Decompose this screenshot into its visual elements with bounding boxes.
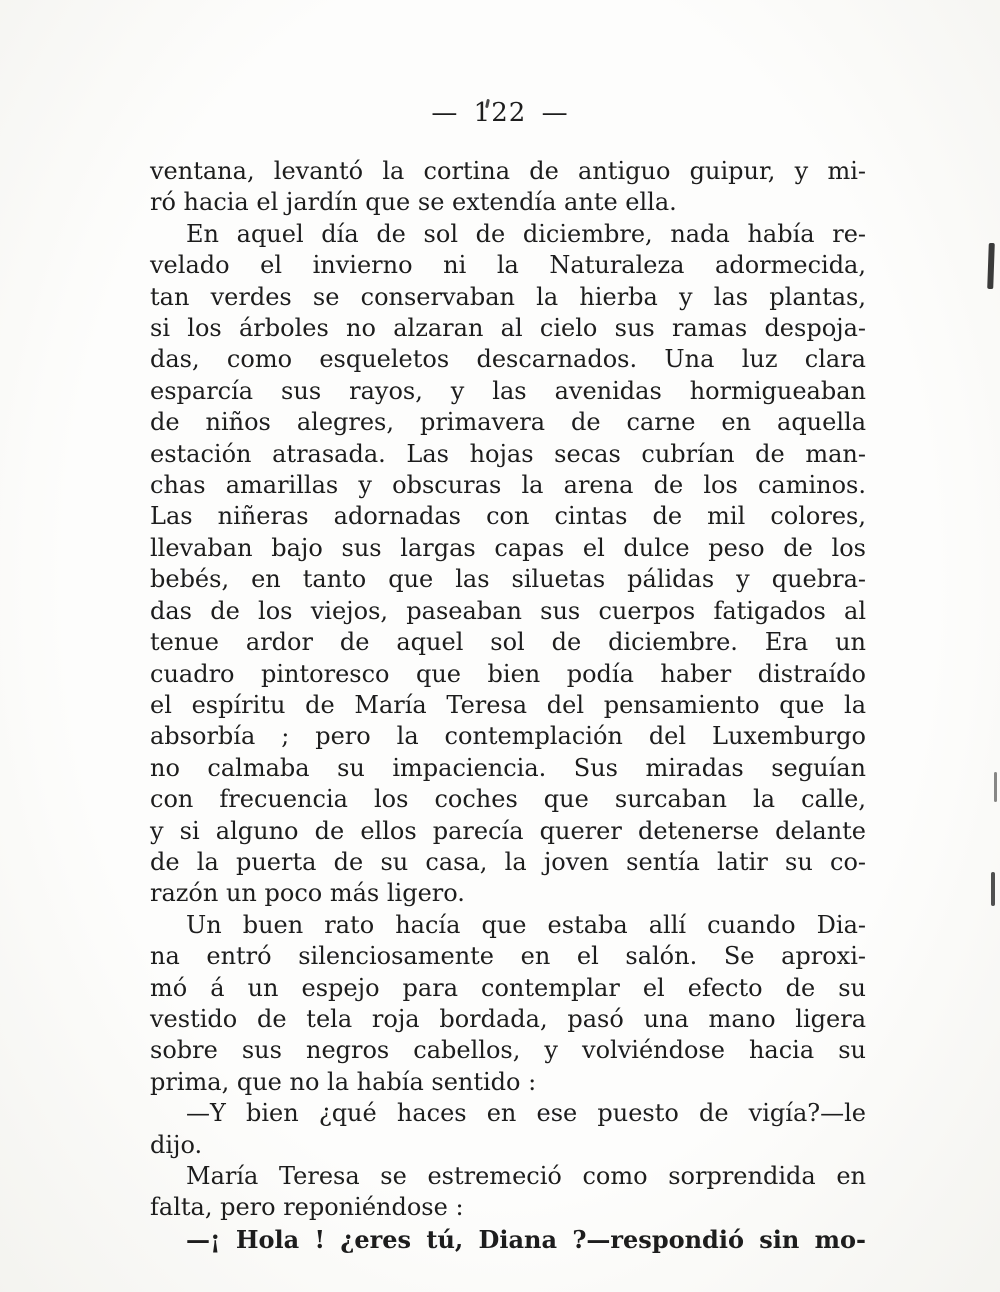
text-line: mó á un espejo para contemplar el efecto de su — [150, 973, 866, 1002]
text-line: —¡ Hola ! ¿eres tú, Diana ?—respondió sin mo- — [186, 1224, 866, 1254]
text-line: el espíritu de María Teresa del pensamiento que la — [150, 690, 866, 719]
text-line: ventana, levantó la cortina de antiguo guipur, y mi- — [150, 157, 866, 185]
text-line: vestido de tela roja bordada, pasó una mano ligera — [150, 1004, 866, 1033]
text-line: ró hacia el jardín que se extendía ante ella. — [150, 188, 677, 217]
text-line: na entró silenciosamente en el salón. Se aproxi- — [150, 942, 866, 971]
text-line: con frecuencia los coches que surcaban la calle, — [150, 785, 866, 814]
text-line: tenue ardor de aquel sol de diciembre. Era un — [150, 628, 866, 657]
text-line: no calmaba su impaciencia. Sus miradas seguían — [150, 753, 866, 782]
text-line: cuadro pintoresco que bien podía haber distraído — [150, 659, 866, 688]
text-block — [150, 156, 866, 1255]
text-line: de niños alegres, primavera de carne en aquella — [150, 408, 866, 437]
scan-artifact — [987, 243, 995, 289]
text-line: absorbía ; pero la contemplación del Luxemburgo — [150, 722, 866, 751]
text-line: de la puerta de su casa, la joven sentía latir su co- — [150, 847, 866, 876]
text-line: En aquel día de sol de diciembre, nada había re- — [186, 219, 866, 248]
scan-artifact — [994, 772, 997, 802]
text-line: velado el invierno ni la Naturaleza adormecida, — [150, 251, 866, 280]
text-line: sobre sus negros cabellos, y volviéndose hacia su — [150, 1036, 866, 1065]
text-line: das de los viejos, paseaban sus cuerpos fatigados al — [150, 596, 866, 625]
text-line: das, como esqueletos descarnados. Una luz clara — [150, 345, 866, 374]
text-line: bebés, en tanto que las siluetas pálidas y quebra- — [150, 565, 866, 594]
text-line: tan verdes se conservaban la hierba y las plantas, — [150, 282, 866, 311]
text-line: Las niñeras adornadas con cintas de mil colores, — [150, 502, 866, 531]
text-line: —Y bien ¿qué haces en ese puesto de vigía?—le — [186, 1099, 866, 1128]
text-line: prima, que no la había sentido : — [150, 1067, 537, 1096]
text-line: Un buen rato hacía que estaba allí cuando Dia- — [186, 910, 866, 939]
text-line: esparcía sus rayos, y las avenidas hormigueaban — [150, 376, 866, 405]
text-line: chas amarillas y obscuras la arena de los caminos. — [150, 471, 866, 500]
text-line: María Teresa se estremeció como sorprendida en — [186, 1162, 866, 1190]
text-line: dijo. — [150, 1130, 203, 1159]
text-line: si los árboles no alzaran al cielo sus ramas despoja- — [150, 314, 866, 343]
scan-artifact — [991, 872, 995, 906]
page-number: — 122 — — [431, 98, 569, 128]
text-line: y si alguno de ellos parecía querer detenerse delante — [150, 816, 866, 845]
text-line: llevaban bajo sus largas capas el dulce peso de los — [150, 533, 866, 562]
text-line: falta, pero reponiéndose : — [150, 1193, 464, 1222]
text-line: estación atrasada. Las hojas secas cubrían de man- — [150, 439, 866, 468]
text-line: razón un poco más ligero. — [150, 879, 465, 908]
